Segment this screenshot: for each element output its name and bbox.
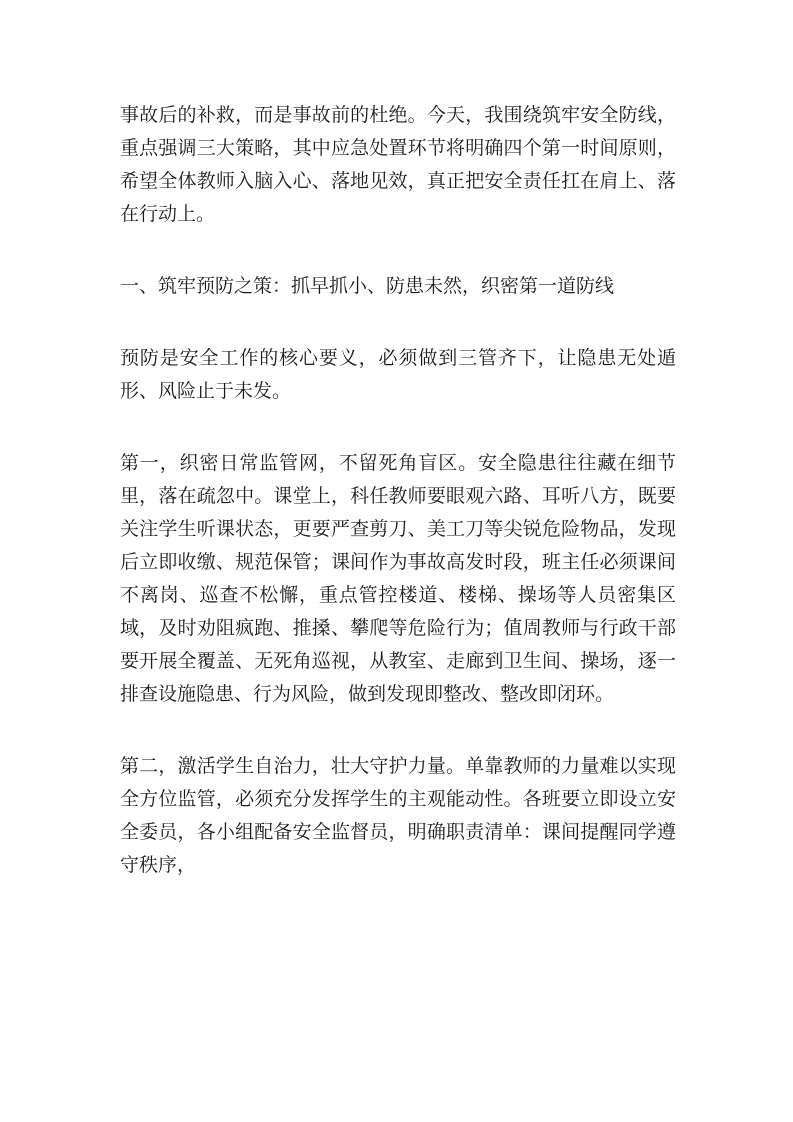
paragraph-first-point: 第一，织密日常监管网，不留死角盲区。安全隐患往往藏在细节里，落在疏忽中。课堂上，科任教师要眼观六路、耳听八方，既要关注学生听课状态，更要严查剪刀、美工刀等尖锐危险物品，发现后立即收缴、规范保管；课间作为事故高发时段，班主任必须课间不离岗、巡查不松懈，重点管控楼道、楼梯、操场等人员密集区域，及时劝阻疯跑、推搡、攀爬等危险行为；值周教师与行政干部要开展全覆盖、无死角巡视，从教室、走廊到卫生间、操场，逐一排查设施隐患、行为风险，做到发现即整改、整改即闭环。 <box>120 452 676 705</box>
paragraph-prevention: 预防是安全工作的核心要义，必须做到三管齐下，让隐患无处遁形、风险止于未发。 <box>120 347 676 402</box>
section-heading: 一、筑牢预防之策：抓早抓小、防患未然，织密第一道防线 <box>120 275 615 297</box>
paragraph-intro: 事故后的补救，而是事故前的杜绝。今天，我围绕筑牢安全防线，重点强调三大策略，其中应急处置环节将明确四个第一时间原则，希望全体教师入脑入心、落地见效，真正把安全责任扛在肩上、落在行动上。 <box>120 104 676 225</box>
document-body <box>120 99 676 921</box>
paragraph-second-point: 第二，激活学生自治力，壮大守护力量。单靠教师的力量难以实现全方位监管，必须充分发挥学生的主观能动性。各班要立即设立安全委员，各小组配备安全监督员，明确职责清单：课间提醒同学遵守秩序， <box>120 755 676 876</box>
